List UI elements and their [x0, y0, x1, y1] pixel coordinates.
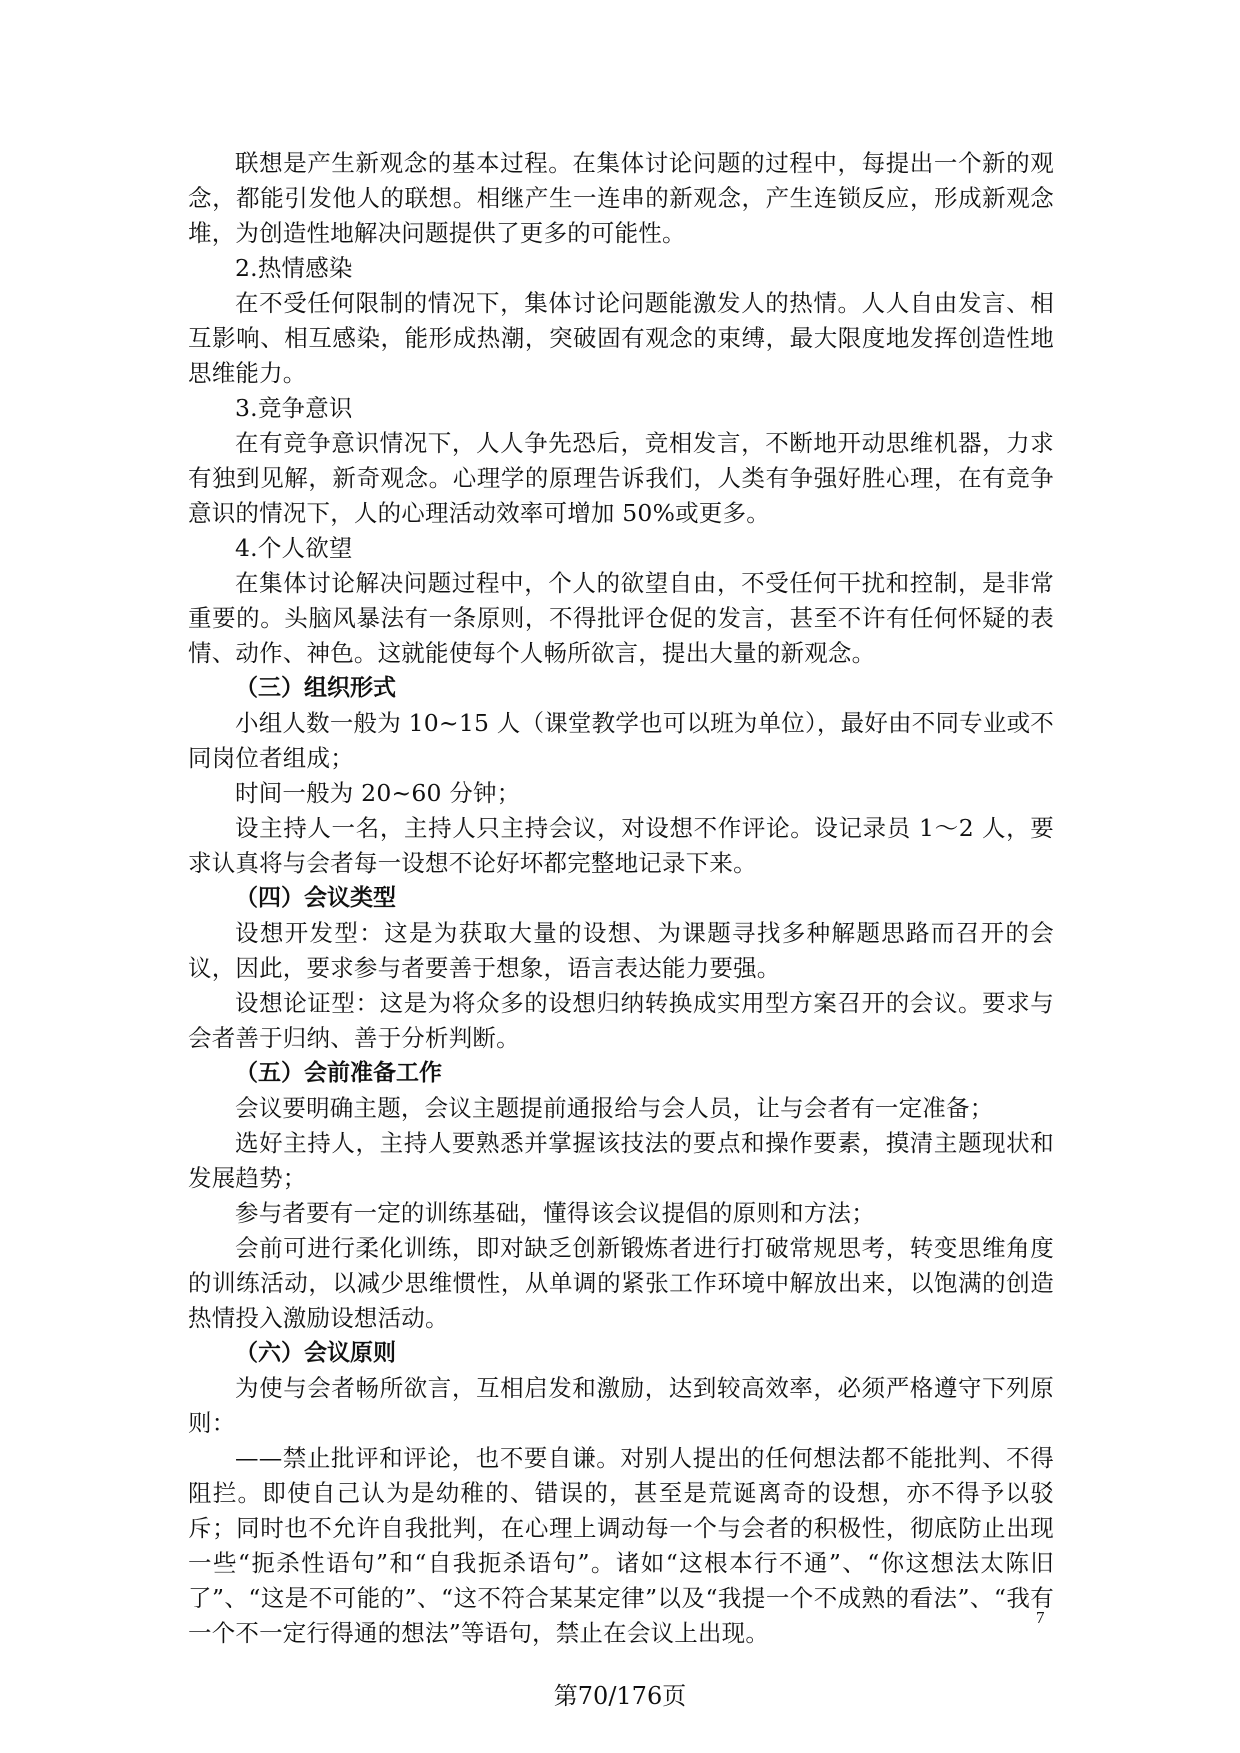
paragraph: 设想开发型：这是为获取大量的设想、为课题寻找多种解题思路而召开的会议，因此，要求参与者要善于想象，语言表达能力要强。: [188, 919, 1054, 982]
paragraph: 时间一般为 20~60 分钟；: [235, 779, 521, 807]
paragraph: 在集体讨论解决问题过程中，个人的欲望自由，不受任何干扰和控制，是非常重要的。头脑风暴法有一条原则，不得批评仓促的发言，甚至不许有任何怀疑的表情、动作、神色。这就能使每个人畅所欲言，提出大量的新观念。: [188, 569, 1054, 667]
paragraph: 会议要明确主题，会议主题提前通报给与会人员，让与会者有一定准备；: [235, 1094, 994, 1122]
paragraph: 会前可进行柔化训练，即对缺乏创新锻炼者进行打破常规思考，转变思维角度的训练活动，以减少思维惯性，从单调的紧张工作环境中解放出来，以饱满的创造热情投入激励设想活动。: [188, 1234, 1054, 1332]
page-footer: 第70/176页: [553, 1682, 687, 1710]
section-heading: （五）会前准备工作: [235, 1060, 442, 1086]
paragraph: 小组人数一般为 10~15 人（课堂教学也可以班为单位），最好由不同专业或不同岗位者组成；: [188, 709, 1054, 772]
paragraph: 在不受任何限制的情况下，集体讨论问题能激发人的热情。人人自由发言、相互影响、相互感染，能形成热潮，突破固有观念的束缚，最大限度地发挥创造性地思维能力。: [188, 289, 1054, 387]
paragraph: 设想论证型：这是为将众多的设想归纳转换成实用型方案召开的会议。要求与会者善于归纳、善于分析判断。: [188, 989, 1054, 1052]
paragraph: 联想是产生新观念的基本过程。在集体讨论问题的过程中，每提出一个新的观念，都能引发他人的联想。相继产生一连串的新观念，产生连锁反应，形成新观念堆，为创造性地解决问题提供了更多的可能性。: [188, 149, 1054, 247]
paragraph: 在有竞争意识情况下，人人争先恐后，竞相发言，不断地开动思维机器，力求有独到见解，新奇观念。心理学的原理告诉我们，人类有争强好胜心理，在有竞争意识的情况下，人的心理活动效率可增加 50%或更多。: [188, 429, 1054, 527]
section-heading: （四）会议类型: [235, 885, 396, 911]
section-heading: （三）组织形式: [235, 675, 396, 701]
document-body: [188, 146, 1054, 1651]
paragraph: 设主持人一名，主持人只主持会议，对设想不作评论。设记录员 1～2 人，要求认真将与会者每一设想不论好坏都完整地记录下来。: [188, 814, 1054, 877]
subsection-heading: 4.个人欲望: [235, 534, 353, 562]
paragraph: 为使与会者畅所欲言，互相启发和激励，达到较高效率，必须严格遵守下列原则：: [188, 1374, 1054, 1437]
subsection-heading: 3.竞争意识: [235, 394, 353, 422]
subsection-heading: 2.热情感染: [235, 254, 353, 282]
section-heading: （六）会议原则: [235, 1340, 396, 1366]
page-number: 7: [1036, 1608, 1045, 1627]
paragraph: 选好主持人，主持人要熟悉并掌握该技法的要点和操作要素，摸清主题现状和发展趋势；: [188, 1129, 1054, 1192]
paragraph: ——禁止批评和评论，也不要自谦。对别人提出的任何想法都不能批判、不得阻拦。即使自己认为是幼稚的、错误的，甚至是荒诞离奇的设想，亦不得予以驳斥；同时也不允许自我批判，在心理上调动每一个与会者的积极性，彻底防止出现一些“扼杀性语句”和“自我扼杀语句”。诸如“这根本行不通”、“你这想法太陈旧了”、“这是不可能的”、“这不符合某某定律”以及“我提一个不成熟的看法”、“我有一个不一定行得通的想法”等语句，禁止在会议上出现。: [188, 1444, 1054, 1647]
paragraph: 参与者要有一定的训练基础，懂得该会议提倡的原则和方法；: [235, 1199, 875, 1227]
